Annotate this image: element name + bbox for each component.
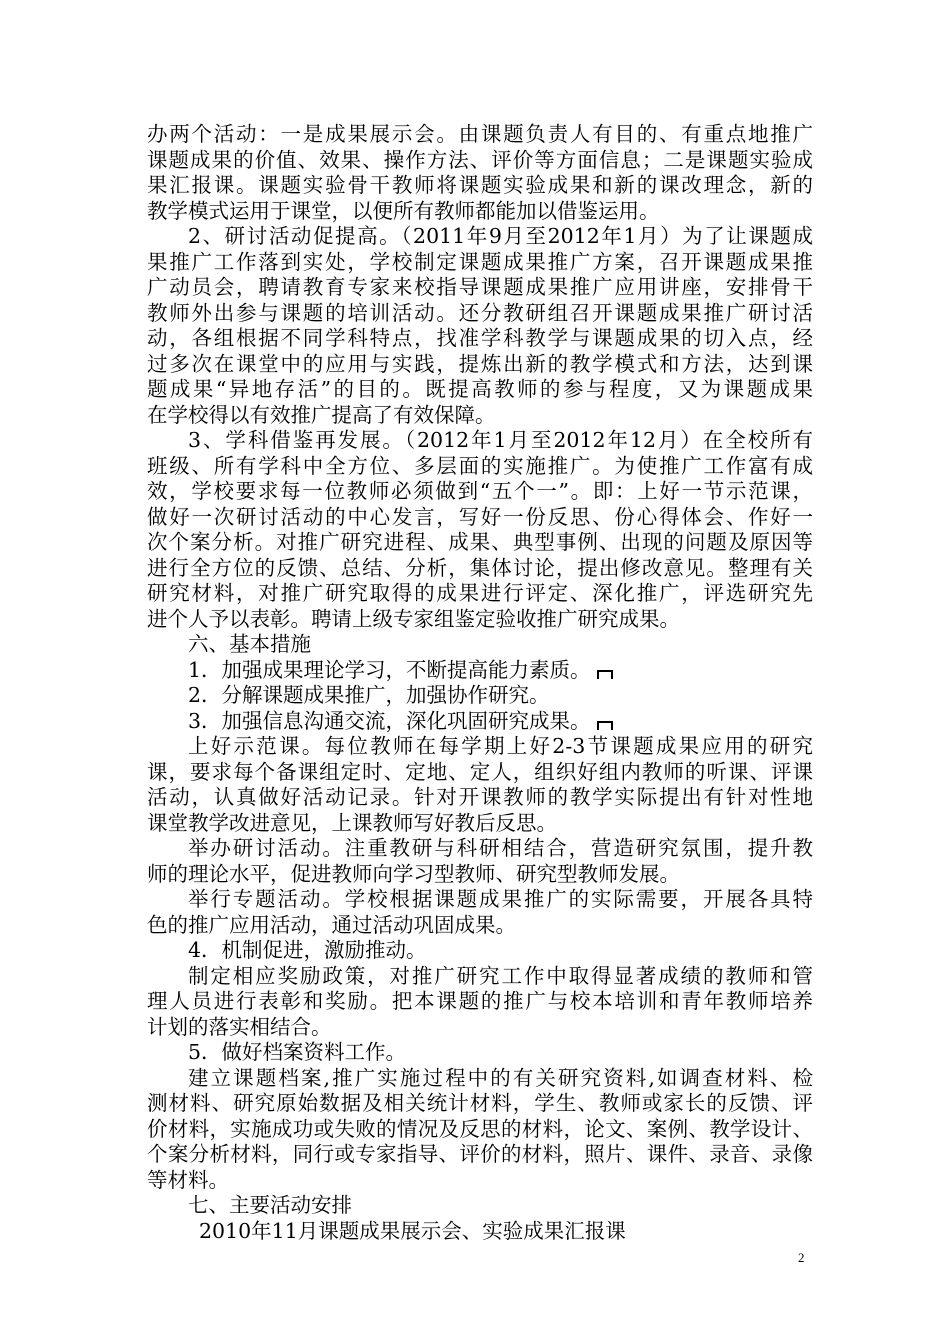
text-line: 课题成果的价值、效果、操作方法、评价等方面信息；二是课题实验成 (147, 147, 813, 172)
text-line: 过多次在课堂中的应用与实践，提炼出新的教学模式和方法，达到课 (147, 351, 813, 376)
text-line: 教师外出参与课题的培训活动。还分教研组召开课题成果推广研讨活 (147, 300, 813, 325)
page-number: 2 (798, 1250, 805, 1265)
text-line: 进个人予以表彰。聘请上级专家组鉴定验收推广研究成果。 (147, 606, 680, 631)
text-line: 课，要求每个备课组定时、定地、定人，组织好组内教师的听课、评课 (147, 759, 813, 784)
text-line: 建立课题档案,推广实施过程中的有关研究资料,如调查材料、检 (188, 1065, 813, 1090)
section-heading: 六、基本措施 (188, 632, 311, 656)
text-line: 在学校得以有效推广提高了有效保障。 (147, 402, 496, 427)
section-heading: 七、主要活动安排 (188, 1193, 352, 1217)
list-item-text: 3．加强信息沟通交流，深化巩固研究成果。 (188, 708, 591, 733)
text-line: 计划的落实相结合。 (147, 1014, 332, 1039)
list-item (147, 709, 813, 735)
text-line: 果推广工作落到实处，学校制定课题成果推广方案，召开课题成果推 (147, 249, 813, 274)
text-line: 办两个活动：一是成果展示会。由课题负责人有目的、有重点地推广 (147, 122, 813, 146)
list-item (147, 658, 813, 684)
list-item-text: 1．加强成果理论学习，不断提高能力素质。 (188, 657, 591, 682)
text-line: 果汇报课。课题实验骨干教师将课题实验成果和新的课改理念，新的 (147, 173, 813, 197)
text-line: 价材料，实施成功或失败的情况及反思的材料，论文、案例、教学设计、 (147, 1116, 813, 1141)
bracket-mark-icon (597, 670, 613, 679)
text-line: 举行专题活动。学校根据课题成果推广的实际需要，开展各具特 (188, 887, 813, 911)
text-line: 做好一次研讨活动的中心发言，写好一份反思、份心得体会、作好一 (147, 504, 813, 529)
text-line: 2、研讨活动促提高。（2011年9月至2012年1月）为了让课题成 (188, 224, 813, 248)
text-line: 次个案分析。对推广研究进程、成果、典型事例、出现的问题及原因等 (147, 530, 813, 554)
text-line: 上好示范课。每位教师在每学期上好2-3节课题成果应用的研究 (188, 734, 813, 758)
list-item: 2．分解课题成果推广，加强协作研究。 (188, 683, 550, 707)
text-line: 测材料、研究原始数据及相关统计材料，学生、教师或家长的反馈、评 (147, 1091, 813, 1115)
schedule-item: 2010年11月课题成果展示会、实验成果汇报课 (199, 1218, 626, 1243)
text-line: 举办研讨活动。注重教研与科研相结合，营造研究氛围，提升教 (188, 836, 813, 860)
text-line: 教学模式运用于课堂，以便所有教师都能加以借鉴运用。 (147, 198, 660, 223)
bracket-mark-icon (597, 721, 613, 730)
list-item: 4．机制促进，激励推动。 (188, 938, 427, 962)
text-line: 色的推广应用活动，通过活动巩固成果。 (147, 912, 516, 937)
document-body (147, 122, 813, 1244)
text-line: 广动员会，聘请教育专家来校指导课题成果推广应用讲座，安排骨干 (147, 275, 813, 299)
text-line: 效，学校要求每一位教师必须做到“五个一”。即：上好一节示范课， (147, 479, 813, 503)
text-line: 个案分析材料，同行或专家指导、评价的材料，照片、课件、录音、录像 (147, 1142, 813, 1166)
text-line: 等材料。 (147, 1167, 229, 1192)
text-line: 题成果“异地存活”的目的。既提高教师的参与程度，又为课题成果 (147, 377, 813, 401)
text-line: 理人员进行表彰和奖励。把本课题的推广与校本培训和青年教师培养 (147, 989, 813, 1013)
text-line: 师的理论水平，促进教师向学习型教师、研究型教师发展。 (147, 861, 680, 886)
text-line: 研究材料，对推广研究取得的成果进行评定、深化推广，评选研究先 (147, 581, 813, 605)
list-item: 5．做好档案资料工作。 (188, 1040, 407, 1064)
text-line: 课堂教学改进意见，上课教师写好教后反思。 (147, 810, 557, 835)
text-line: 3、学科借鉴再发展。（2012年1月至2012年12月）在全校所有 (188, 428, 813, 452)
text-line: 活动，认真做好活动记录。针对开课教师的教学实际提出有针对性地 (147, 785, 813, 809)
text-line: 班级、所有学科中全方位、多层面的实施推广。为使推广工作富有成 (147, 453, 813, 478)
text-line: 动，各组根据不同学科特点，找准学科教学与课题成果的切入点，经 (147, 326, 813, 350)
text-line: 制定相应奖励政策，对推广研究工作中取得显著成绩的教师和管 (188, 963, 813, 988)
text-line: 进行全方位的反馈、总结、分析，集体讨论，提出修改意见。整理有关 (147, 555, 813, 580)
